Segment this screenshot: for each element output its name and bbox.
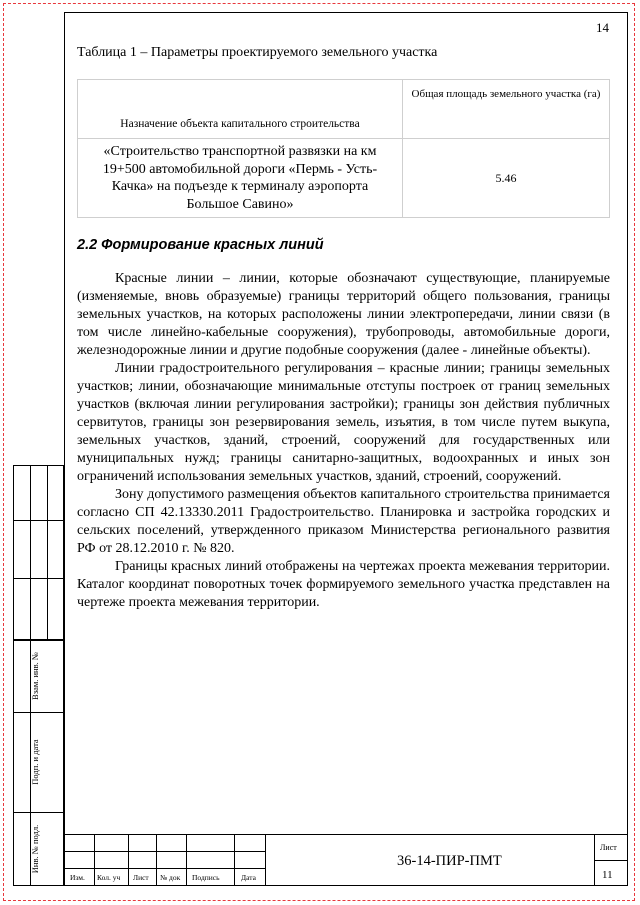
side-stamp-divider bbox=[13, 520, 64, 521]
tb-label-date: Дата bbox=[241, 873, 256, 882]
sheet-label: Лист bbox=[600, 843, 617, 852]
cell-purpose-text: «Строительство транспортной развязки на км 19+500 автомобильной дороги «Пермь - Усть-Качка» на подъезде к терминалу аэропорта Большое Савино» bbox=[102, 144, 378, 212]
side-stamp-divider bbox=[47, 465, 48, 640]
tb-col-line bbox=[156, 834, 157, 886]
tb-label-doc: № док bbox=[160, 873, 181, 882]
tb-row-line bbox=[594, 860, 628, 861]
side-stamp-divider bbox=[13, 578, 64, 579]
page-number: 14 bbox=[596, 20, 609, 35]
body-text bbox=[77, 270, 610, 612]
side-label-orig-inv: Инв. № подл. bbox=[30, 824, 40, 874]
side-stamp-divider bbox=[30, 465, 31, 640]
tb-label-count: Кол. уч bbox=[97, 873, 121, 882]
header-purpose: Назначение объекта капитального строительства bbox=[78, 80, 403, 139]
cell-purpose bbox=[78, 139, 403, 218]
tb-col-line bbox=[265, 834, 266, 886]
tb-label-change: Изм. bbox=[70, 873, 85, 882]
tb-col-line bbox=[94, 834, 95, 886]
paragraph-3: Зону допустимого размещения объектов капитального строительства принимается согласно СП 42.13330.2011 Градостроительство. Планировка и застройка городских и сельских поселений, утвержденного приказом Министерства регионального развития РФ от 28.12.2010 г. № 820. bbox=[77, 487, 610, 556]
side-label-replace-inv: Взам. инв. № bbox=[30, 652, 40, 700]
tb-col-line bbox=[234, 834, 235, 886]
table-caption: Таблица 1 – Параметры проектируемого земельного участка bbox=[77, 45, 438, 60]
tb-col-line bbox=[186, 834, 187, 886]
document-code: 36-14-ПИР-ПМТ bbox=[397, 853, 502, 869]
side-label-sign-date: Подп. и дата bbox=[30, 739, 40, 785]
paragraph-1: Красные линии – линии, которые обозначают существующие, планируемые (изменяемые, вновь образуемые) границы территорий общего пользования, границы земельных участков, на которых расположены линии электропередачи, линии связи (в том числе линейно-кабельные сооружения), трубопроводы, автомобильные дороги, железнодорожные линии и другие подобные сооружения (далее - линейные объекты). bbox=[77, 271, 610, 358]
section-heading: 2.2 Формирование красных линий bbox=[77, 237, 324, 253]
side-stamp-upper bbox=[13, 465, 64, 640]
tb-col-line bbox=[128, 834, 129, 886]
table-row bbox=[78, 139, 610, 218]
tb-col-line bbox=[594, 834, 595, 886]
paragraph-2: Линии градостроительного регулирования – красные линии; границы земельных участков; линии, обозначающие минимальные отступы построек от границ земельных участков (включая линии регулирования застройки); границы зон действия публичных сервитутов, границы зон резервирования земель, изъятия, в том числе путем выкупа, земельных участков, зданий, строений, сооружений для государственных или муниципальных нужд; границы санитарно-защитных, водоохранных и иных зон ограничений использования земельных участков, зданий, строений, сооружений. bbox=[77, 361, 610, 484]
parameters-table bbox=[77, 79, 610, 218]
paragraph-4: Границы красных линий отображены на чертежах проекта межевания территории. Каталог координат поворотных точек формируемого земельного участка представлен на чертеже проекта межевания территории. bbox=[77, 559, 610, 610]
table-header-row bbox=[78, 80, 610, 139]
tb-label-sheet: Лист bbox=[133, 873, 149, 882]
sheet-number: 11 bbox=[602, 869, 613, 881]
cell-area: 5.46 bbox=[403, 139, 610, 218]
tb-label-sign: Подпись bbox=[192, 873, 220, 882]
header-area: Общая площадь земельного участка (га) bbox=[403, 80, 610, 139]
